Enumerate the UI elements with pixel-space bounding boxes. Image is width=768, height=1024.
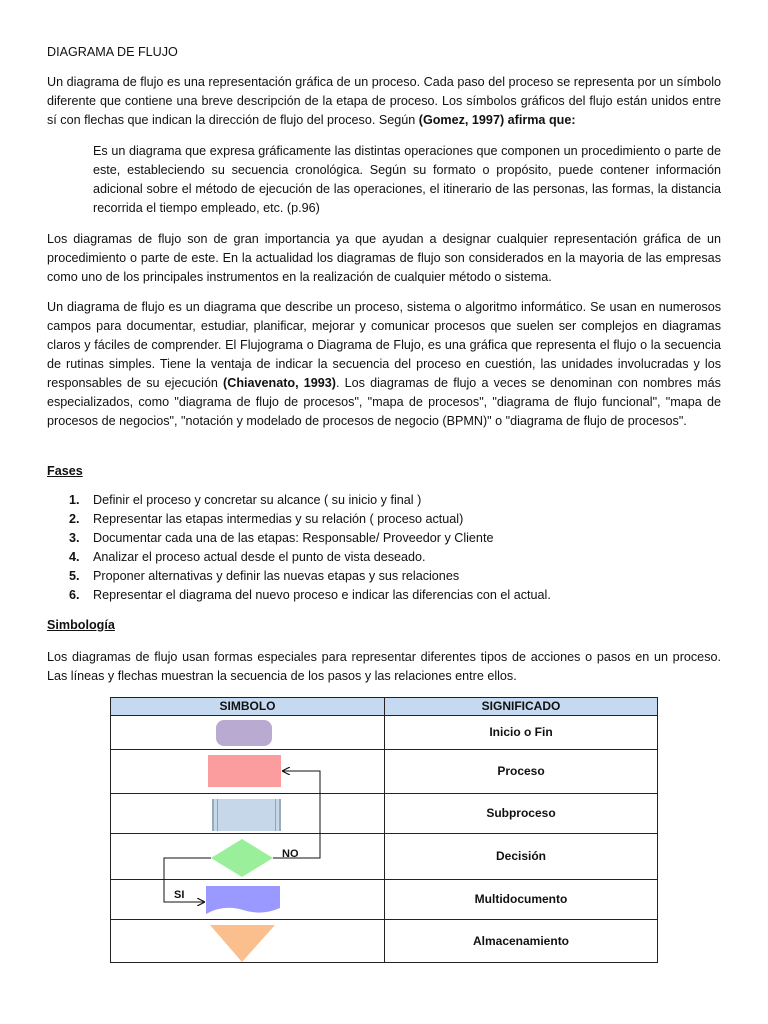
header-significado: SIGNIFICADO bbox=[385, 698, 658, 716]
importance-paragraph: Los diagramas de flujo son de gran importancia ya que ayudan a designar cualquier representación gráfica de un procedimiento o parte de este. En la actualidad los diagramas de flujo son considerados en la mayoria de las empresas como uno de los principales instrumentos en la realización de cualquier método o sistema. bbox=[47, 232, 721, 284]
meaning-almacenamiento: Almacenamiento bbox=[385, 920, 658, 963]
intro-paragraph: Un diagrama de flujo es una representación gráfica de un proceso. Cada paso del proceso se representa por un símbolo diferente que contiene una breve descripción de la etapa de proceso. Los símbolos gráficos del flujo están unidos entre sí con flechas que indican la dirección de flujo del proceso. Según (Gomez, 1997) afirma que: bbox=[47, 75, 721, 127]
list-item: 1. Definir el proceso y concretar su alcance ( su inicio y final ) bbox=[69, 493, 422, 507]
multidocument-shape bbox=[206, 886, 280, 914]
header-simbolo: SIMBOLO bbox=[111, 698, 385, 716]
meaning-proceso: Proceso bbox=[385, 750, 658, 794]
decision-shape bbox=[211, 839, 273, 877]
si-arrow bbox=[164, 858, 211, 902]
block-quote: Es un diagrama que expresa gráficamente las distintas operaciones que componen un procedimiento o parte de este, estableciendo su secuencia cronológica. Según su formato o propósito, puede contener información adicional sobre el método de ejecución de las operaciones, el itinerario de las personas, las formas, la distancia recorrida el tiempo empleado, etc. (p.96) bbox=[93, 144, 721, 215]
list-item: 3. Documentar cada una de las etapas: Responsable/ Proveedor y Cliente bbox=[69, 531, 494, 545]
meaning-subproceso: Subproceso bbox=[385, 794, 658, 834]
storage-shape bbox=[210, 925, 275, 962]
list-item: 4. Analizar el proceso actual desde el punto de vista deseado. bbox=[69, 550, 426, 564]
meaning-inicio: Inicio o Fin bbox=[385, 716, 658, 750]
label-no: NO bbox=[282, 848, 299, 860]
meaning-multidocumento: Multidocumento bbox=[385, 880, 658, 920]
meaning-decision: Decisión bbox=[385, 834, 658, 880]
list-item: 6. Representar el diagrama del nuevo proceso e indicar las diferencias con el actual. bbox=[69, 588, 551, 602]
definition-paragraph: Un diagrama de flujo es un diagrama que describe un proceso, sistema o algoritmo informático. Se usan en numerosos campos para documentar, estudiar, planificar, mejorar y comunicar procesos que suelen ser complejos en diagramas claros y fáciles de comprender. El Flujograma o Diagrama de Flujo, es una gráfica que representa el flujo o la secuencia de rutinas simples. Tiene la ventaja de indicar la secuencia del proceso en cuestión, las unidades involucradas y los responsables de su ejecución (Chiavenato, 1993). Los diagramas de flujo a veces se denominan con nombres más especializados, como "diagrama de flujo de procesos", "mapa de procesos", "diagrama de flujo funcional", "mapa de procesos de negocios", "notación y modelado de procesos de negocio (BPMN)" o "diagrama de flujo de procesos". bbox=[47, 300, 721, 428]
simbologia-heading: Simbología bbox=[47, 618, 115, 632]
list-item: 2. Representar las etapas intermedias y su relación ( proceso actual) bbox=[69, 512, 464, 526]
list-item: 5. Proponer alternativas y definir las nuevas etapas y sus relaciones bbox=[69, 569, 460, 583]
citation-chiavenato: (Chiavenato, 1993) bbox=[223, 376, 336, 390]
label-si: SI bbox=[174, 889, 185, 901]
symbols-paragraph: Los diagramas de flujo usan formas especiales para representar diferentes tipos de acciones o pasos en un proceso. Las líneas y flechas muestran la secuencia de los pasos y las relaciones entre ellos. bbox=[47, 650, 721, 683]
fases-heading: Fases bbox=[47, 464, 83, 478]
citation-gomez: (Gomez, 1997) bbox=[418, 113, 505, 127]
document-title: DIAGRAMA DE FLUJO bbox=[47, 45, 178, 59]
